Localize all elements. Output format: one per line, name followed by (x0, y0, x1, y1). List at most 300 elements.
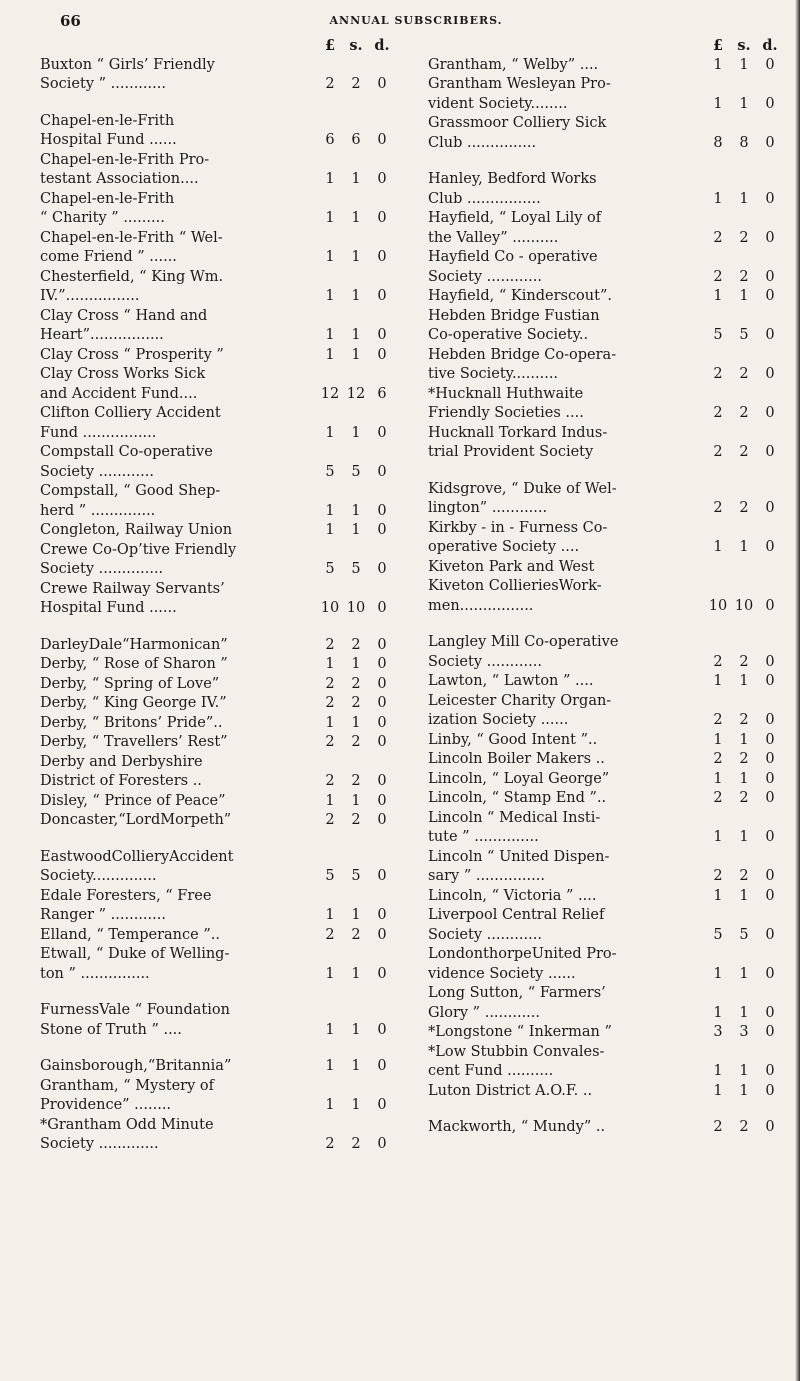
subscriber-name-line: Leicester Charity Organ- (428, 692, 612, 709)
subscriber-name (40, 1057, 317, 1077)
subscriber-name (40, 655, 317, 675)
subscriber-name (40, 792, 317, 812)
amount-pounds: 2 (325, 675, 335, 692)
subscriber-name-line: Hanley, Bedford Works (428, 171, 597, 187)
amount-shillings: 2 (739, 229, 749, 246)
section-gap (428, 153, 783, 170)
amount-pounds: 1 (325, 327, 335, 343)
subscriber-name (40, 307, 317, 346)
amount-shillings: 1 (739, 731, 749, 748)
amount-pence: 0 (765, 405, 775, 421)
subscriber-name-line: Hayfield, “ Loyal Lily of (428, 210, 602, 226)
subscriber-name-line: Congleton, Railway Union (40, 522, 233, 538)
subscriber-name-line: Derby and Derbyshire (40, 753, 203, 770)
subscriber-name-line: Mackworth, “ Mundy” .. (428, 1119, 606, 1135)
amount-shillings: 2 (351, 636, 361, 653)
amount-pounds: 2 (325, 76, 335, 92)
subscriber-name (428, 731, 705, 751)
subscriber-name-line: Society ............ (428, 926, 542, 943)
subscriber-name-line: lington” ............ (428, 500, 548, 516)
amount-pounds: 5 (325, 868, 335, 884)
subscriber-name-line: Liverpool Central Relief (428, 907, 605, 923)
amount-pounds: 1 (713, 95, 723, 112)
amount-pence: 0 (765, 712, 775, 728)
amount-shillings: 2 (351, 1136, 361, 1152)
subscriber-name (428, 789, 705, 809)
subscriber-name-line: vident Society........ (428, 95, 568, 112)
subscriber-name-line: Clay Cross Works Sick (40, 366, 206, 382)
amount-pence: 0 (765, 770, 775, 787)
subscriber-name (40, 443, 317, 482)
section-gap (428, 1101, 783, 1118)
amount-pence: 0 (765, 731, 775, 748)
amount-pence: 0 (765, 829, 775, 845)
amount-pounds: 1 (713, 829, 723, 845)
amount-pounds: 5 (713, 926, 723, 943)
amount-pence: 0 (377, 522, 387, 538)
amount-shillings: 1 (351, 1021, 361, 1038)
subscriber-name-line: vidence Society ...... (428, 965, 576, 982)
subscriber-name-line: Hebden Bridge Co-opera- (428, 346, 617, 363)
page-edge-shadow (795, 0, 800, 1381)
subscriber-name-line: Clay Cross “ Prosperity ” (40, 346, 224, 363)
subscriber-name-line: Hucknall Torkard Indus- (428, 424, 608, 441)
subscriber-name (428, 1043, 705, 1082)
subscriber-entry (428, 307, 783, 346)
section-gap (428, 463, 783, 480)
subscriber-name-line: Crewe Co-Op’tive Friendly (40, 541, 237, 558)
subscriber-name-line: Derby, “ Travellers’ Rest” (40, 734, 228, 750)
subscriber-name (40, 1116, 317, 1155)
section-gap (40, 619, 395, 636)
amount-pounds: 5 (713, 327, 723, 343)
amount-shillings: 5 (739, 327, 749, 343)
subscriber-name (40, 365, 317, 404)
subscriber-name (40, 636, 317, 656)
subscriber-name-line: Disley, “ Prince of Peace” (40, 792, 226, 809)
amount-shillings: 5 (351, 561, 361, 577)
subscriber-name-line: Derby, “ King George IV.” (40, 695, 227, 711)
subscriber-name (40, 926, 317, 946)
amount-pounds: 2 (325, 1136, 335, 1152)
amount-pounds: 12 (320, 385, 340, 402)
subscriber-name-line: Chapel-en-le-Frith (40, 190, 175, 207)
subscriber-name (40, 714, 317, 734)
subscriber-entry (40, 1116, 395, 1155)
amount-pounds: 2 (713, 229, 723, 246)
subscriber-name (40, 482, 317, 521)
amount-pence: 0 (377, 1058, 387, 1074)
subscriber-entry (428, 906, 783, 945)
subscriber-entry (40, 636, 395, 656)
amount-shillings: 2 (351, 926, 361, 943)
subscriber-name (428, 770, 705, 790)
subscriber-name-line: Chapel-en-le-Frith Pro- (40, 151, 210, 168)
amount-pounds: 10 (320, 600, 340, 616)
subscriber-name-line: *Grantham Odd Minute (40, 1116, 214, 1133)
amount-pounds: 1 (325, 424, 335, 441)
subscriber-name-line: Lawton, “ Lawton ” .... (428, 673, 594, 689)
subscriber-name (40, 753, 317, 792)
amount-pence: 0 (765, 653, 775, 670)
amount-pence: 0 (377, 1021, 387, 1038)
amount-shillings: 1 (739, 1082, 749, 1099)
amount-pounds: 1 (325, 502, 335, 519)
amount-pounds: 1 (325, 210, 335, 226)
amount-shillings: 8 (739, 134, 749, 151)
subscriber-entry (40, 694, 395, 714)
amount-pounds: 1 (713, 190, 723, 207)
subscriber-name-line: Society ............ (40, 463, 154, 480)
subscriber-name-line: Lincoln Boiler Makers .. (428, 751, 605, 767)
subscriber-name-line: and Accident Fund.... (40, 385, 198, 402)
subscriber-name-line: Derby, “ Rose of Sharon ” (40, 656, 228, 672)
pounds-heading: £ (324, 37, 336, 54)
subscriber-entry (428, 248, 783, 287)
amount-shillings: 2 (739, 751, 749, 767)
subscriber-name-line: Compstall, “ Good Shep- (40, 483, 221, 499)
subscriber-name (40, 190, 317, 229)
amount-shillings: 5 (351, 868, 361, 884)
subscriber-name (40, 945, 317, 984)
subscriber-name-line: cent Fund .......... (428, 1063, 554, 1079)
amount-shillings: 2 (739, 653, 749, 670)
section-gap (40, 984, 395, 1001)
amount-shillings: 1 (351, 714, 361, 731)
amount-shillings: 2 (351, 773, 361, 789)
subscriber-entry (40, 926, 395, 946)
amount-shillings: 1 (351, 288, 361, 304)
subscriber-entry (428, 750, 783, 770)
subscriber-entry (40, 268, 395, 307)
subscriber-entry (428, 558, 783, 617)
subscriber-name-line: Elland, “ Temperance ”.. (40, 926, 220, 943)
subscriber-name (40, 56, 317, 95)
amount-pounds: 1 (325, 249, 335, 265)
amount-shillings: 2 (351, 734, 361, 750)
amount-shillings: 2 (739, 790, 749, 806)
amount-pounds: 2 (713, 405, 723, 421)
subscriber-name-line: *Low Stubbin Convales- (428, 1043, 605, 1060)
subscriber-name-line: Compstall Co-operative (40, 444, 213, 460)
subscriber-name (40, 848, 317, 887)
subscriber-name-line: the Valley” .......... (428, 229, 559, 246)
subscriber-entry (40, 346, 395, 366)
subscriber-name (428, 424, 705, 463)
subscriber-name (428, 1118, 705, 1138)
subscriber-name-line: Ranger ” ............ (40, 907, 166, 923)
amount-shillings: 1 (351, 424, 361, 441)
amount-shillings: 2 (739, 868, 749, 884)
amount-pence: 0 (765, 134, 775, 151)
amount-pence: 0 (377, 210, 387, 226)
subscriber-entry (428, 114, 783, 153)
subscriber-name-line: Society .............. (40, 561, 164, 577)
amount-pence: 0 (377, 792, 387, 809)
subscriber-entry (428, 346, 783, 385)
amount-pence: 0 (377, 695, 387, 711)
subscriber-name-line: ton ” ............... (40, 965, 150, 982)
subscriber-entry (40, 1057, 395, 1077)
subscriber-entry (428, 887, 783, 907)
subscriber-name-line: Grantham Wesleyan Pro- (428, 76, 611, 92)
subscriber-entry (428, 287, 783, 307)
amount-shillings: 12 (346, 385, 366, 402)
amount-pounds: 1 (713, 965, 723, 982)
amount-pence: 0 (377, 561, 387, 577)
amount-pence: 0 (377, 636, 387, 653)
amount-shillings: 2 (351, 812, 361, 828)
subscriber-name-line: Long Sutton, “ Farmers’ (428, 985, 606, 1001)
amount-shillings: 1 (351, 1058, 361, 1074)
subscriber-name-line: Hayfield, “ Kinderscout”. (428, 288, 612, 304)
amount-shillings: 1 (739, 190, 749, 207)
amount-shillings: 1 (739, 770, 749, 787)
subscriber-name (40, 151, 317, 190)
subscriber-name (428, 984, 705, 1023)
section-gap (40, 1040, 395, 1057)
subscriber-name (40, 521, 317, 541)
subscriber-name (40, 112, 317, 151)
subscriber-name-line: Grantham, “ Welby” .... (428, 56, 599, 73)
amount-shillings: 1 (351, 965, 361, 982)
running-title: ANNUAL SUBSCRIBERS. (329, 14, 503, 27)
amount-pence: 0 (765, 190, 775, 207)
amount-shillings: 1 (351, 327, 361, 343)
amount-pence: 0 (765, 1082, 775, 1099)
subscriber-entry (428, 385, 783, 424)
amount-shillings: 1 (351, 171, 361, 187)
subscriber-entry (40, 365, 395, 404)
subscriber-name (428, 558, 705, 617)
subscriber-name-line: come Friend ” ...... (40, 249, 177, 265)
subscriber-name (40, 580, 317, 619)
subscriber-entry (428, 424, 783, 463)
subscriber-name-line: Grassmoor Colliery Sick (428, 115, 607, 131)
subscriber-name-line: men................ (428, 597, 534, 614)
amount-shillings: 5 (351, 463, 361, 480)
subscriber-entry (40, 675, 395, 695)
subscriber-name-line: Buxton “ Girls’ Friendly (40, 56, 215, 73)
subscriber-entry (428, 672, 783, 692)
subscriber-entry (428, 945, 783, 984)
amount-shillings: 6 (351, 132, 361, 148)
amount-pence: 0 (377, 327, 387, 343)
section-gap (40, 831, 395, 848)
subscriber-name (40, 404, 317, 443)
subscriber-name-line: Doncaster,“LordMorpeth” (40, 812, 232, 828)
subscriber-name (428, 1023, 705, 1043)
amount-pence: 0 (765, 229, 775, 246)
amount-shillings: 5 (739, 926, 749, 943)
amount-pence: 0 (377, 675, 387, 692)
subscriber-entry (40, 229, 395, 268)
subscriber-name (428, 519, 705, 558)
subscriber-name-line: Kirkby - in - Furness Co- (428, 519, 608, 536)
section-gap (40, 95, 395, 112)
subscriber-name-line: Stone of Truth ” .... (40, 1021, 182, 1038)
subscriber-name-line: Derby, “ Britons’ Pride”.. (40, 714, 223, 731)
amount-pounds: 1 (325, 522, 335, 538)
subscriber-entry (40, 56, 395, 95)
amount-pence: 0 (377, 132, 387, 148)
subscriber-name-line: Fund ................ (40, 424, 157, 441)
subscriber-entry (40, 1001, 395, 1040)
subscriber-name-line: *Hucknall Huthwaite (428, 385, 584, 402)
amount-pounds: 1 (325, 1058, 335, 1074)
amount-shillings: 1 (739, 95, 749, 112)
subscriber-name-line: Society ............ (428, 653, 542, 670)
amount-pounds: 1 (325, 907, 335, 923)
subscriber-name-line: Edale Foresters, “ Free (40, 887, 212, 904)
subscriber-name-line: Clifton Colliery Accident (40, 405, 221, 421)
amount-shillings: 10 (734, 597, 754, 614)
subscriber-entry (40, 443, 395, 482)
amount-pounds: 1 (325, 346, 335, 363)
amount-shillings: 2 (739, 444, 749, 460)
subscriber-name-line: Lincoln “ United Dispen- (428, 848, 610, 865)
amount-shillings: 1 (739, 673, 749, 689)
amount-pence: 0 (377, 734, 387, 750)
subscriber-entry (40, 112, 395, 151)
subscriber-name-line: Society ” ............ (40, 76, 166, 92)
subscriber-name (40, 1077, 317, 1116)
amount-shillings: 1 (739, 539, 749, 555)
pence-heading: d. (374, 37, 390, 54)
amount-pence: 0 (377, 171, 387, 187)
page-header (46, 12, 786, 36)
amount-shillings: 2 (739, 500, 749, 516)
amount-pence: 0 (377, 346, 387, 363)
page-number: 66 (60, 12, 81, 30)
amount-pence: 0 (765, 965, 775, 982)
subscriber-entry (40, 580, 395, 619)
amount-pounds: 1 (325, 656, 335, 672)
amount-pence: 0 (377, 868, 387, 884)
amount-pounds: 1 (325, 288, 335, 304)
subscriber-entry (40, 733, 395, 753)
amount-shillings: 2 (739, 1119, 749, 1135)
subscriber-name-line: Lincoln, “ Loyal George” (428, 770, 610, 787)
amount-pence: 0 (377, 1136, 387, 1152)
amount-pence: 0 (377, 714, 387, 731)
subscriber-name-line: Chapel-en-le-Frith (40, 112, 175, 129)
subscriber-name (428, 114, 705, 153)
subscriber-name-line: LondonthorpeUnited Pro- (428, 946, 617, 962)
amount-pounds: 3 (713, 1024, 723, 1040)
subscriber-name (428, 945, 705, 984)
subscriber-name-line: Friendly Societies .... (428, 405, 584, 421)
section-gap (428, 616, 783, 633)
subscriber-name-line: Hospital Fund ...... (40, 132, 177, 148)
subscriber-name (428, 248, 705, 287)
amount-pence: 0 (765, 868, 775, 884)
amount-pence: 0 (765, 95, 775, 112)
subscriber-entry (428, 56, 783, 76)
amount-pence: 0 (765, 887, 775, 904)
subscriber-name-line: Etwall, “ Duke of Welling- (40, 946, 230, 962)
amount-pounds: 2 (325, 636, 335, 653)
shillings-heading: s. (737, 37, 751, 54)
subscriber-entry (428, 1043, 783, 1082)
amount-pounds: 1 (713, 887, 723, 904)
subscriber-name-line: herd ” .............. (40, 502, 156, 519)
currency-header (428, 36, 783, 56)
amount-pounds: 10 (708, 597, 728, 614)
subscriber-name-line: Glory ” ............ (428, 1004, 541, 1021)
subscriber-name (428, 906, 705, 945)
subscriber-name-line: District of Foresters .. (40, 773, 202, 789)
amount-shillings: 1 (739, 887, 749, 904)
pence-heading: d. (762, 37, 778, 54)
subscriber-name-line: Society ............ (428, 268, 542, 285)
subscriber-entry (40, 1077, 395, 1116)
subscriber-entry (428, 1023, 783, 1043)
amount-pounds: 1 (325, 792, 335, 809)
amount-pounds: 2 (713, 500, 723, 516)
amount-shillings: 2 (739, 405, 749, 421)
subscriber-entry (40, 792, 395, 812)
amount-shillings: 1 (739, 288, 749, 304)
subscriber-name (40, 811, 317, 831)
amount-shillings: 1 (351, 907, 361, 923)
amount-pounds: 1 (713, 1082, 723, 1099)
amount-shillings: 1 (351, 502, 361, 519)
subscriber-name-line: tive Society.......... (428, 366, 559, 382)
subscriber-name-line: Club ............... (428, 134, 537, 151)
amount-pence: 0 (765, 500, 775, 516)
subscriber-name-line: Grantham, “ Mystery of (40, 1077, 215, 1094)
subscriber-entry (40, 521, 395, 541)
subscriber-name-line: Crewe Railway Servants’ (40, 580, 225, 597)
subscriber-entry (428, 1118, 783, 1138)
subscriber-name (40, 229, 317, 268)
subscriber-entry (40, 887, 395, 926)
amount-pence: 0 (377, 600, 387, 616)
amount-shillings: 2 (351, 76, 361, 92)
subscriber-name-line: ization Society ...... (428, 712, 569, 728)
currency-header (40, 36, 395, 56)
subscriber-entry (428, 731, 783, 751)
subscriber-name (428, 692, 705, 731)
subscriber-name (428, 848, 705, 887)
amount-pence: 0 (765, 539, 775, 555)
amount-pounds: 1 (713, 1004, 723, 1021)
amount-pounds: 1 (713, 56, 723, 73)
subscriber-name-line: Derby, “ Spring of Love” (40, 675, 220, 692)
subscriber-name-line: Heart”................ (40, 327, 164, 343)
amount-pence: 0 (765, 288, 775, 304)
subscriber-name-line: Kiveton Park and West (428, 558, 595, 575)
right-column (428, 36, 783, 1138)
subscriber-name (428, 307, 705, 346)
subscriber-entry (40, 404, 395, 443)
subscriber-name-line: Gainsborough,“Britannia” (40, 1058, 232, 1074)
subscriber-entry (428, 480, 783, 519)
amount-pounds: 2 (713, 268, 723, 285)
subscriber-name-line: Club ................ (428, 190, 541, 207)
subscriber-name-line: Chesterfield, “ King Wm. (40, 268, 224, 285)
amount-pounds: 2 (713, 653, 723, 670)
subscriber-entry (428, 209, 783, 248)
subscriber-name (40, 268, 317, 307)
subscriber-name (40, 694, 317, 714)
amount-pounds: 1 (713, 770, 723, 787)
amount-pence: 0 (377, 812, 387, 828)
subscriber-name (428, 385, 705, 424)
amount-pounds: 1 (325, 1097, 335, 1113)
amount-shillings: 10 (346, 600, 366, 616)
